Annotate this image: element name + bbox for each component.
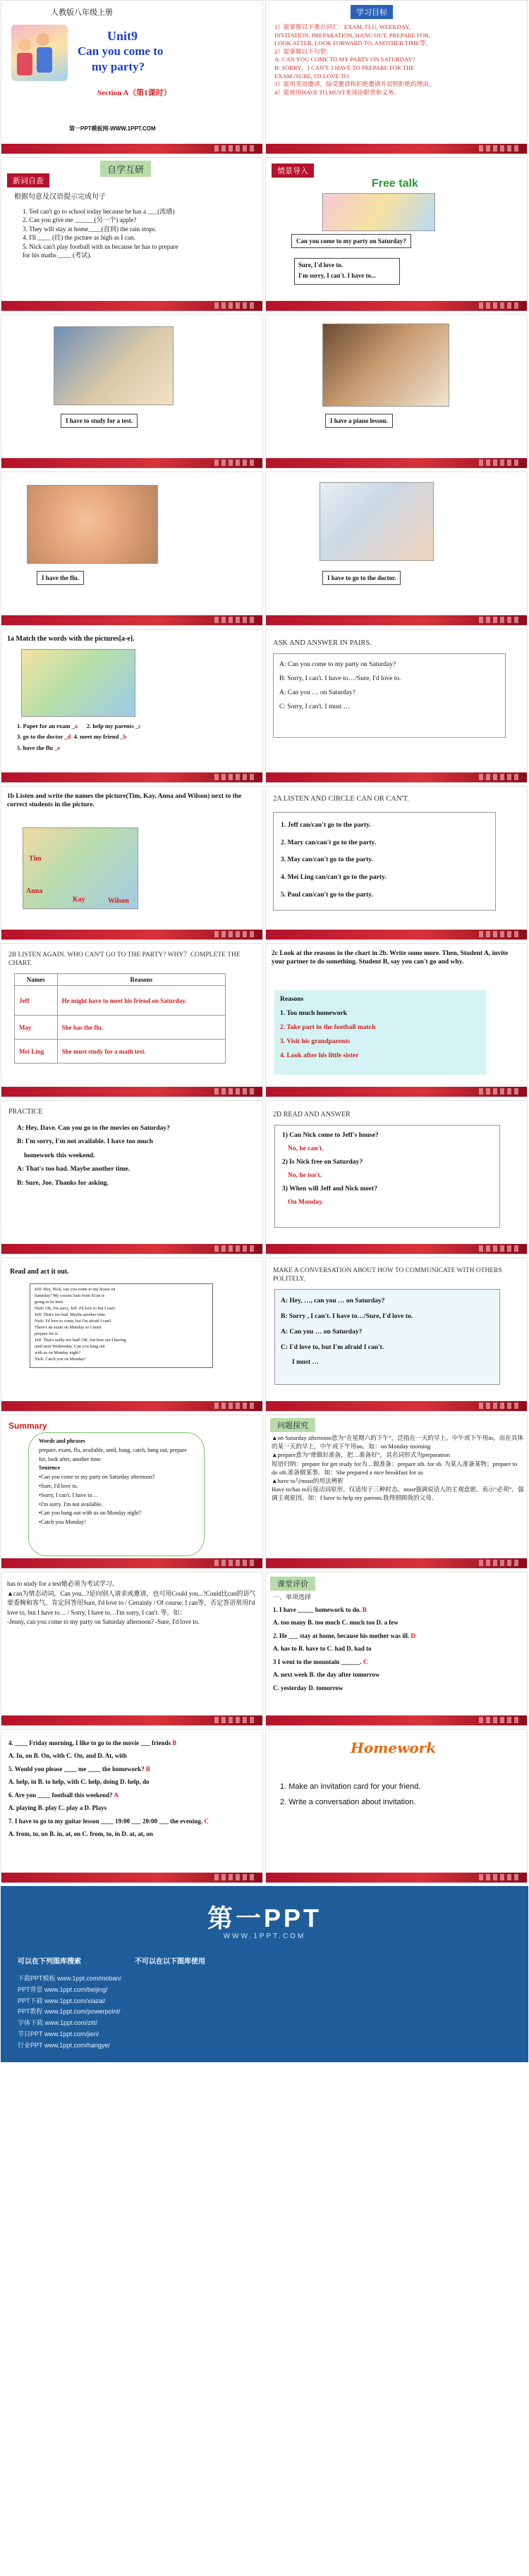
- activity-heading: 1b Listen and write the names the picture(Tim, Kay, Anna and Wilson) next to the correct students in the picture.: [7, 793, 242, 809]
- section-label: Section A（第1课时）: [97, 89, 171, 97]
- quiz-intro: 一、单项选择: [273, 1594, 312, 1601]
- caption: I have to go to the doctor.: [322, 571, 401, 585]
- free-talk-heading: Free talk: [372, 178, 418, 190]
- homework-list: 1. Make an invitation card for your friend. 2. Write a conversation about invitation.: [280, 1782, 421, 1806]
- slide-explore: [265, 1415, 528, 1569]
- instruction: 根据句意及汉语提示完成句子: [14, 193, 106, 201]
- slide-ask-answer: [265, 629, 528, 783]
- activity-heading: 2A LISTEN AND CIRCLE CAN OR CAN'T.: [273, 795, 409, 803]
- homework-title: Homework: [351, 1739, 437, 1756]
- slide-stripe: [1, 144, 262, 154]
- reasons-box: Reasons 1. Too much homework 2. Take part in the football match 3. Visit his grandparents 4. Look after his little sister: [274, 990, 486, 1075]
- slide-quiz-2: [1, 1729, 263, 1883]
- footer-link[interactable]: 字体下载 www.1ppt.com/ziti/: [18, 2019, 98, 2026]
- slide-2b: [1, 943, 263, 1097]
- self-study-header: 自学互研: [100, 161, 151, 177]
- dialogue-box: A: Can you come to my party on Saturday? B: Sorry, I can't. I have to…/Sure, I'd love to. A: Can you … on Saturday? C: Sorry, I can't. I must …: [273, 653, 506, 738]
- activity-heading: PRACTICE: [8, 1108, 43, 1116]
- party-photo: [322, 193, 435, 231]
- activity-heading: MAKE A CONVERSATION ABOUT HOW TO COMMUNICATE WITH OTHERS POLITELY.: [273, 1267, 502, 1283]
- dialogue-box: A: Hey, …, can you … on Saturday? B: Sorry , I can't. I have to…/Sure, I'd love to. A: Can you … on Saturday? C: I'd love to, but I'm afraid I can't. I must …: [274, 1289, 500, 1385]
- footer-link[interactable]: 节日PPT www.1ppt.com/jieri/: [18, 2030, 99, 2038]
- slide-quiz-1: [265, 1572, 528, 1726]
- can-notes: has to study for a test她必须为考试学习。 ▲can为情态动词，Can you...?是向别人请求或邀请，也可用Could you...?Could比can的语气要委婉和客气。肯定回答用Sure, I'd love to / Certainly / Of course, I can等，否定答语常用I'd love to, but I have to… / Sorry, I have to…I'm sorry, I can't. 等。如： -Jenny, can you come to my party on Saturday afternoon? -Sure, I'd love to.: [7, 1580, 256, 1625]
- circle-list: 1. Jeff can/can't go to the party. 2. Mary can/can't go to the party. 3. May can/can't go to the party. 4. Mei Ling can/can't go to the party. 5. Paul can/can't go to the party.: [273, 812, 496, 911]
- footer-link[interactable]: 下载PPT模板 www.1ppt.com/moban/: [18, 1975, 122, 1982]
- practice-dialogue: A: Hey, Dave. Can you go to the movies on Saturday? B: I'm sorry, I'm not available. I have too much homework this weekend. A: That's too bad. Maybe another time. B: Sure, Joe. Thanks for asking.: [17, 1125, 170, 1187]
- footer-logo: 第一PPT: [207, 1904, 322, 1933]
- slide-homework: [265, 1729, 528, 1883]
- slide-1a: [1, 629, 263, 783]
- slide-make-conversation: [265, 1257, 528, 1412]
- slide-2c: [265, 943, 528, 1097]
- slide-title: [1, 0, 263, 154]
- activity-heading: 2D READ AND ANSWER: [273, 1111, 351, 1118]
- footer-link[interactable]: PPT教程 www.1ppt.com/powerpoint/: [18, 2008, 121, 2016]
- footer-right-head: 不可以在以下图库使用: [135, 1958, 205, 1966]
- footer-ad: [1, 1886, 528, 2062]
- sick-child-photo: [27, 485, 158, 564]
- dialogue-card: Jeff: Hey, Nick, can you come to my house on Saturday? My cousin Sam from Xi'an is going to be here. Nick: Oh, I'm sorry, Jeff. I'd love to but I can't. Jeff: That's too bad. Maybe another time. Nick: I'd love to come, but I'm afraid I can't. There's an exam on Monday so I must prepare for it. Jeff: That's really too bad! OK, but how am I having until next Wednesday. Can you hang out with us on Monday night? Nick: Catch you on Monday!: [30, 1283, 213, 1368]
- assessment-tag: 课堂评价: [270, 1577, 315, 1591]
- slide-2d: [265, 1100, 528, 1255]
- reason-table: Names Reasons Jeff He might have to meet his friend on Saturday. May She has the flu. Mei Ling She must study for a math test.: [14, 973, 226, 1064]
- title-line-2: my party?: [92, 60, 145, 73]
- new-words-tag: 新词自查: [7, 173, 49, 187]
- caption: I have to study for a test.: [61, 414, 138, 428]
- quiz-list: 4. ____ Friday morning, I like to go to the movie ___ friends B A. In, on B. On, with C. On, and D. At, with 5. Would you please ____ me ____ the homework? B A. help, in B. to help, with C. help, doing D. help, do 6. Are you ____ football this weekend? A A. playing B. play C. play a D. Plays 7. I have to go to my guitar lesson ____ 19:00 ___ 20:00 ___ the evening. C A. from, to, on B. in, at, on C. from, to, in D. at, at, on: [8, 1739, 209, 1838]
- match-list: 1. Paper for an exam _a 2. help my parents _c 3. go to the doctor _d 4. meet my friend _b 5. have the flu _e: [17, 722, 141, 751]
- footer-link[interactable]: PPT下载 www.1ppt.com/xiazai/: [18, 1997, 106, 2004]
- footer-links: [18, 1973, 511, 2051]
- activity-heading: 2c Look at the reasons in the chart in 2b. Write some more. Then, Student A, invite your partner to do something. Student B, say you can't go and why.: [272, 950, 509, 966]
- party-kids-illustration: [11, 25, 68, 81]
- caption: I have the flu.: [37, 571, 84, 585]
- student-studying-photo: [54, 326, 174, 405]
- slide-read-act: [1, 1257, 263, 1412]
- answer-box: Sure, I'd love to. I'm sorry, I can't. I have to...: [294, 258, 400, 285]
- activity-heading: 2B LISTEN AGAIN. WHO CAN'T GO TO THE PARTY? WHY？COMPLETE THE CHART.: [8, 951, 241, 968]
- activity-heading: ASK AND ANSWER IN PAIRS.: [273, 639, 372, 647]
- slide-free-talk: [265, 157, 528, 312]
- slide-study-test: [1, 314, 263, 469]
- slide-piano: [265, 314, 528, 469]
- caption: I have a piano lesson.: [325, 414, 393, 428]
- activity-heading: Read and act it out.: [10, 1268, 69, 1276]
- slide-objectives: [265, 0, 528, 154]
- title-line-1: Can you come to: [78, 44, 164, 58]
- explore-notes: ▲on Saturday afternoon意为“在星期六的下午”，泛指在一天的早上、中午或下午用in，而在具体的某一天的早上，中午或下午用on。如：on Monday morning ▲prepare意为“使做好准备，把…准备好”，其名词形式为preparation 短语归纳：prepare for get ready for为…做准备；prepare sth. for sb. 为某人准备某物；prepare to do sth.准备做某事。如：She prepared a nice breakfast for us ▲have to与must的用法辨析 Have to/has to后接动词原形，仅适用于三种时态。must强调说话人的主观意愿，表示“必须”，强调主观原因。如：I have to help my parents.我得照顾我的父母。: [272, 1434, 524, 1502]
- footer-logo-sub: WWW.1PPT.COM: [223, 1933, 306, 1940]
- slide-flu: [1, 472, 263, 626]
- book-label: 人教版八年级上册: [51, 8, 113, 17]
- slide-practice: [1, 1100, 263, 1255]
- doctor-visit-photo: [320, 482, 434, 561]
- fill-blank-list: 1. Ted can't go to school today because he has a ___(流感) 2. Can you give me ______(另一个) apple? 3. They will stay at home____(直到) the rain stops. 4. I'll ____ (挂) the picture as high as I can. 5. Nick can't play football with us because he has to prepare for his maths ____ (考试).: [23, 208, 178, 259]
- scene-illustration: Tim Anna Kay Wilson: [23, 827, 138, 909]
- slide-doctor: [265, 472, 528, 626]
- objectives-text: 1）能掌握以下重点词汇：EXAM, FLU, WEEKDAY, INVITATION, PREPARATION, HANG OUT, PREPARE FOR, LOOK AFTER, LOOK FORWARD TO, ANOTHER TIME等。 2）能掌握以下句型： A: CAN YOU COME TO MY PARTY ON SATURDAY? B: SORRY，I CAN'T. I HAVE TO PREPARE FOR THE EXAM./SURE, I'D LOVE TO. 3）能用英语邀请，接受邀请和拒绝邀请并说明拒绝的理由。 4）能使用HAVE TO,MUST来谈论职责和义务。: [274, 23, 435, 96]
- summary-title: Summary: [8, 1421, 47, 1431]
- slide-can-usage: [1, 1572, 263, 1726]
- objectives-header: 学习目标: [351, 5, 393, 19]
- site-label: 第一PPT模板网-WWW.1PPT.COM: [69, 125, 156, 132]
- slide-1b: [1, 786, 263, 940]
- quiz-list: 1. I have _____ homework to do. B A. too many B. too much C. much too D. a few 2. He ___ stay at home, because his mother was ill. D A. has to B. have to C. had D. had to 3 I went to the mountain ______. C A. next week B. the day after tomorrow C. yesterday D. tomorrow: [273, 1606, 415, 1691]
- footer-link[interactable]: PPT背景 www.1ppt.com/beijing/: [18, 1985, 108, 1993]
- qa-box: 1) Can Nick come to Jeff's house? No, he can't. 2) Is Nick free on Saturday? No, he isn't. 3) When will Jeff and Nick meet? On Monday.: [274, 1125, 500, 1228]
- summary-box: Words and phrases prepare, exam, flu, available, until, hang, catch, hang out, prepare for, look after, another time Sentence •Can you come to my party on Saturday afternoon? •Sure, I'd love to. •Sorry, I can't. I have to… •I'm sorry. I'm not available. •Can you hang out with us on Monday night? •Catch you Monday!: [28, 1432, 205, 1556]
- invite-question: Can you come to my party on Saturday?: [291, 234, 411, 248]
- explore-tag: 问题探究: [270, 1418, 315, 1432]
- footer-left-head: 可以在下列图库搜索: [18, 1958, 81, 1966]
- slide-new-words: [1, 157, 263, 312]
- slide-summary: [1, 1415, 263, 1569]
- piano-lesson-photo: [322, 323, 449, 407]
- slide-2a: [265, 786, 528, 940]
- scene-illustration: [21, 649, 135, 717]
- footer-link[interactable]: 行业PPT www.1ppt.com/hangye/: [18, 2041, 110, 2049]
- unit-label: Unit9: [107, 29, 138, 43]
- activity-heading: 1a Match the words with the pictures[a-e].: [7, 635, 135, 643]
- lead-in-tag: 情景导入: [272, 164, 314, 178]
